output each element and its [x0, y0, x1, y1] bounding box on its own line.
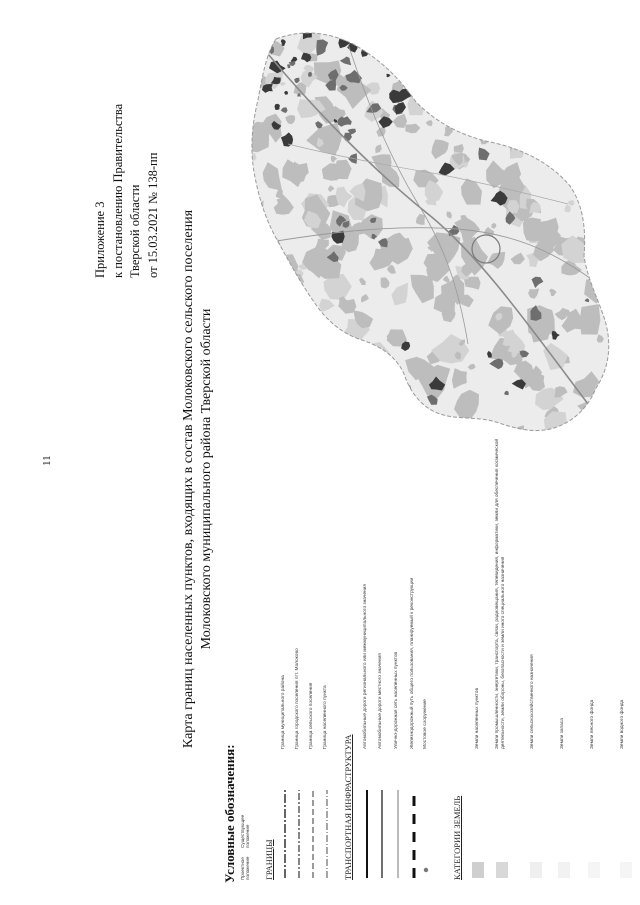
map-title-line-2: Молоковского муниципального района Тверской области	[199, 308, 214, 650]
legend-transport-item: Мостовое сооружение	[423, 699, 428, 749]
forest-patch	[557, 78, 566, 90]
legend-border-item: Граница городского поселения пгт. Молоково	[295, 648, 300, 749]
forest-patch	[307, 381, 329, 399]
forest-patch	[237, 338, 272, 374]
legend-col-planned: Проектное положение	[240, 856, 251, 880]
forest-patch	[602, 388, 612, 400]
legend-border-item: Граница сельского поселения	[309, 682, 314, 749]
legend-land-item: Земли запаса	[560, 718, 565, 749]
forest-patch	[483, 48, 498, 69]
forest-patch	[416, 413, 429, 425]
settlement-patch	[391, 39, 402, 48]
legend-land-item: Земли лесного фонда	[590, 699, 595, 749]
forest-patch	[549, 430, 556, 437]
forest-patch	[483, 126, 499, 142]
settlement-patch	[379, 38, 392, 48]
legend-section-transport: ТРАНСПОРТНАЯ ИНФРАСТРУКТУРА	[343, 734, 353, 880]
forest-patch	[566, 140, 589, 166]
swatch-industrial-lands	[496, 862, 508, 878]
legend-title: Условные обозначения:	[222, 744, 237, 883]
appendix-line-2: к постановлению Правительства	[110, 103, 125, 278]
settlement-patch	[244, 51, 254, 59]
legend-transport-item: Улично-дорожная сеть населенных пунктов	[394, 651, 399, 749]
forest-patch	[592, 420, 611, 449]
forest-patch	[466, 75, 496, 97]
forest-patch	[241, 201, 260, 224]
forest-patch	[266, 27, 274, 37]
forest-patch	[595, 190, 626, 218]
forest-patch	[469, 75, 480, 85]
forest-patch	[510, 144, 525, 159]
forest-patch	[582, 44, 598, 58]
settlement-patch	[397, 66, 401, 71]
forest-patch	[539, 41, 566, 66]
forest-patch	[347, 379, 368, 400]
forest-patch	[244, 263, 253, 272]
forest-patch	[571, 92, 599, 128]
settlement-patch	[361, 46, 373, 57]
settlement-patch	[471, 112, 475, 117]
legend-transport-item: Автомобильные дороги местного значения	[378, 653, 383, 749]
forest-patch	[600, 229, 612, 239]
forest-patch	[524, 38, 535, 49]
forest-patch	[542, 47, 567, 77]
legend-transport-item: Автомобильные дороги регионального или межмуниципального значения	[363, 584, 368, 749]
settlement-patch	[355, 34, 361, 43]
forest-patch	[570, 152, 578, 158]
forest-patch	[599, 171, 608, 180]
appendix-line-4: от 15.03.2021 № 138-пп	[145, 152, 160, 278]
forest-patch	[595, 153, 611, 170]
settlement-patch	[515, 108, 523, 117]
forest-patch	[529, 86, 552, 109]
forest-patch	[539, 81, 549, 89]
settlement-patch	[367, 30, 381, 44]
forest-patch	[606, 27, 616, 36]
forest-patch	[580, 304, 601, 335]
forest-patch	[253, 276, 262, 283]
forest-patch	[490, 25, 500, 37]
forest-patch	[290, 320, 299, 328]
forest-patch	[459, 32, 466, 40]
legend-col-existing: Существующее положение	[240, 814, 251, 848]
settlement-patch	[562, 42, 567, 47]
swatch-forest-lands	[588, 862, 600, 878]
land-symbols	[470, 790, 640, 880]
legend-land-item: Земли водного фонда	[620, 699, 625, 749]
forest-patch	[553, 95, 559, 101]
forest-patch	[450, 88, 461, 99]
forest-patch	[250, 412, 274, 443]
forest-patch	[487, 92, 511, 120]
legend-land-item: Земли сельскохозяйственного назначения	[530, 654, 535, 749]
forest-patch	[394, 413, 413, 431]
forest-patch	[585, 179, 603, 197]
forest-patch	[590, 186, 602, 196]
forest-patch	[594, 282, 611, 297]
forest-patch	[332, 410, 341, 420]
forest-patch	[604, 160, 611, 167]
forest-patch	[269, 354, 280, 363]
forest-patch	[545, 34, 564, 58]
legend-border-item: Граница населенного пункта	[323, 685, 328, 749]
forest-patch	[575, 162, 595, 185]
settlement-patch	[401, 385, 412, 395]
forest-patch	[604, 381, 626, 404]
forest-patch	[309, 370, 318, 381]
forest-patch	[407, 45, 438, 74]
settlement-patch	[377, 29, 390, 40]
swatch-agricultural-lands	[530, 862, 542, 878]
settlement-patch	[432, 77, 437, 83]
forest-patch	[331, 397, 339, 404]
forest-patch	[243, 324, 265, 344]
forest-patch	[522, 25, 547, 56]
forest-patch	[604, 171, 614, 181]
forest-patch	[245, 348, 261, 370]
map-title	[180, 153, 216, 805]
forest-patch	[461, 64, 468, 71]
forest-patch	[238, 419, 264, 441]
legend-transport-item: Железнодорожный путь общего пользования, планируемый к реконструкции	[410, 577, 415, 749]
appendix-line-1: Приложение 3	[93, 201, 107, 278]
settlement-patch	[599, 130, 609, 141]
forest-patch	[269, 265, 284, 277]
forest-patch	[607, 258, 632, 279]
swatch-water-lands	[620, 862, 632, 878]
forest-patch	[487, 31, 502, 50]
swatch-reserve-lands	[558, 862, 570, 878]
forest-patch	[569, 77, 578, 86]
forest-patch	[585, 417, 599, 435]
forest-patch	[594, 63, 613, 83]
forest-patch	[334, 380, 344, 387]
settlement-patch	[376, 47, 390, 60]
forest-patch	[422, 29, 432, 37]
forest-patch	[593, 154, 604, 166]
forest-patch	[424, 43, 454, 70]
forest-patch	[571, 67, 602, 89]
forest-patch	[584, 32, 602, 57]
forest-patch	[557, 74, 568, 87]
forest-patch	[244, 77, 253, 87]
forest-patch	[572, 53, 603, 79]
forest-patch	[579, 131, 589, 142]
forest-patch	[266, 323, 295, 344]
forest-patch	[259, 376, 284, 402]
forest-patch	[432, 42, 444, 56]
settlement-patch	[261, 365, 271, 377]
settlement-patch	[446, 40, 454, 49]
forest-patch	[286, 292, 302, 310]
forest-patch	[501, 38, 530, 73]
settlement-patch	[393, 31, 400, 39]
settlement-patch	[275, 104, 280, 110]
forest-patch	[584, 251, 594, 261]
forest-patch	[426, 413, 433, 419]
forest-patch	[520, 58, 541, 84]
settlement-patch	[339, 25, 349, 35]
settlement-patch	[576, 425, 587, 435]
forest-patch	[298, 339, 314, 354]
legend-section-borders: ГРАНИЦЫ	[264, 839, 274, 880]
forest-patch	[329, 344, 338, 359]
legend-land-item: Земли населенных пунктов	[475, 688, 480, 749]
forest-patch	[252, 256, 284, 285]
forest-patch	[346, 342, 365, 368]
swatch-settlement-lands	[472, 862, 484, 878]
legend-border-item: Граница муниципального района	[281, 675, 286, 749]
forest-patch	[491, 101, 501, 111]
forest-patch	[238, 201, 264, 233]
settlement-map[interactable]	[228, 24, 640, 449]
forest-patch	[543, 37, 567, 63]
forest-patch	[603, 378, 610, 386]
transport-symbols	[362, 790, 432, 880]
settlement-patch	[578, 159, 583, 163]
forest-patch	[523, 61, 552, 92]
forest-patch	[578, 168, 592, 186]
forest-patch	[605, 376, 609, 382]
forest-patch	[420, 432, 435, 446]
forest-patch	[257, 404, 268, 419]
forest-patch	[591, 141, 600, 149]
forest-patch	[278, 310, 307, 344]
legend-section-land: КАТЕГОРИИ ЗЕМЕЛЬ	[452, 795, 462, 880]
forest-patch	[407, 416, 418, 426]
page-number: 11	[41, 455, 53, 466]
forest-patch	[298, 329, 328, 356]
forest-patch	[266, 320, 275, 329]
border-symbols	[280, 790, 340, 880]
settlement-patch	[476, 24, 489, 40]
appendix-block	[92, 104, 162, 278]
forest-patch	[236, 372, 267, 402]
map-title-line-1: Карта границ населенных пунктов, входящих в состав Молоковского сельского поселения	[181, 209, 196, 749]
forest-patch	[259, 297, 271, 308]
forest-patch	[459, 419, 471, 431]
forest-patch	[250, 309, 271, 333]
forest-patch	[265, 373, 272, 379]
forest-patch	[427, 93, 436, 101]
legend-land-item: Земли промышленности, энергетики, транспорта, связи, радиовещания, телевидения, информатики, земли для обеспечения космической деятельности, земли обороны, безопасности и земли иного специального назначения	[495, 438, 506, 749]
forest-patch	[285, 302, 310, 335]
forest-patch	[346, 390, 363, 414]
forest-patch	[239, 338, 265, 358]
forest-patch	[498, 92, 528, 120]
forest-patch	[575, 76, 597, 100]
forest-patch	[543, 51, 566, 73]
forest-patch	[245, 90, 254, 102]
forest-patch	[594, 269, 624, 294]
forest-patch	[578, 177, 601, 204]
forest-patch	[290, 391, 308, 408]
appendix-line-3: Тверской области	[128, 184, 142, 278]
forest-patch	[377, 415, 388, 429]
bridge-symbol	[424, 868, 428, 872]
forest-patch	[442, 53, 450, 63]
forest-patch	[580, 411, 596, 436]
forest-patch	[608, 109, 626, 127]
